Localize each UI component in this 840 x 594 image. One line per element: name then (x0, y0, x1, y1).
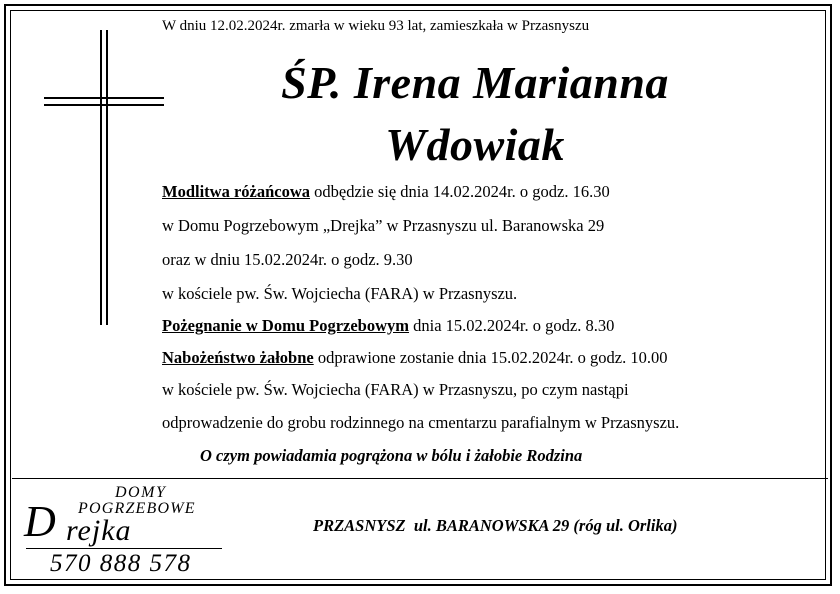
ceremony-text: oraz w dniu 15.02.2024r. o godz. 9.30 (162, 250, 413, 269)
ceremony-line (162, 348, 668, 368)
ceremony-text: odprowadzenie do grobu rodzinnego na cmentarzu parafialnym w Przasnyszu. (162, 413, 680, 432)
ceremony-text: w kościele pw. Św. Wojciecha (FARA) w Przasnyszu. (162, 284, 518, 303)
ceremony-lead: Modlitwa różańcowa (162, 182, 311, 201)
logo-underline (26, 548, 222, 549)
logo-pogrzebowe: POGRZEBOWE (78, 500, 196, 517)
logo-name: rejka (66, 514, 132, 547)
ceremony-line (162, 216, 604, 236)
ceremony-line (162, 250, 413, 270)
ceremony-line (162, 413, 679, 433)
ceremony-line (162, 380, 629, 400)
ceremony-text: odbędzie się dnia 14.02.2024r. o godz. 16.30 (310, 182, 610, 201)
ceremony-text: w Domu Pogrzebowym „Drejka” w Przasnyszu ul. Baranowska 29 (162, 216, 605, 235)
deceased-name-line1: ŚP. Irena Marianna (281, 57, 669, 108)
ceremony-text: dnia 15.02.2024r. o godz. 8.30 (409, 316, 615, 335)
ceremony-text: odprawione zostanie dnia 15.02.2024r. o godz. 10.00 (313, 348, 668, 367)
logo-domy: DOMY (115, 484, 167, 501)
ceremony-line (162, 316, 614, 336)
phone-number: 570 888 578 (50, 550, 192, 577)
family-closing: O czym powiadamia pogrążona w bólu i żałobie Rodzina (200, 446, 583, 465)
ceremony-text: w kościele pw. Św. Wojciecha (FARA) w Przasnyszu, po czym nastąpi (162, 380, 629, 399)
logo-initial: D (24, 497, 56, 546)
ceremony-line (162, 284, 517, 304)
deceased-surname: Wdowiak (385, 119, 565, 170)
funeral-home-address: PRZASNYSZ ul. BARANOWSKA 29 (róg ul. Orlika) (313, 516, 678, 535)
ceremony-line (162, 182, 610, 202)
ceremony-lead: Nabożeństwo żałobne (162, 348, 314, 367)
ceremony-lead: Pożegnanie w Domu Pogrzebowym (162, 316, 410, 335)
divider (12, 478, 828, 479)
death-announcement-intro: W dniu 12.02.2024r. zmarła w wieku 93 lat, zamieszkała w Przasnyszu (162, 18, 590, 34)
